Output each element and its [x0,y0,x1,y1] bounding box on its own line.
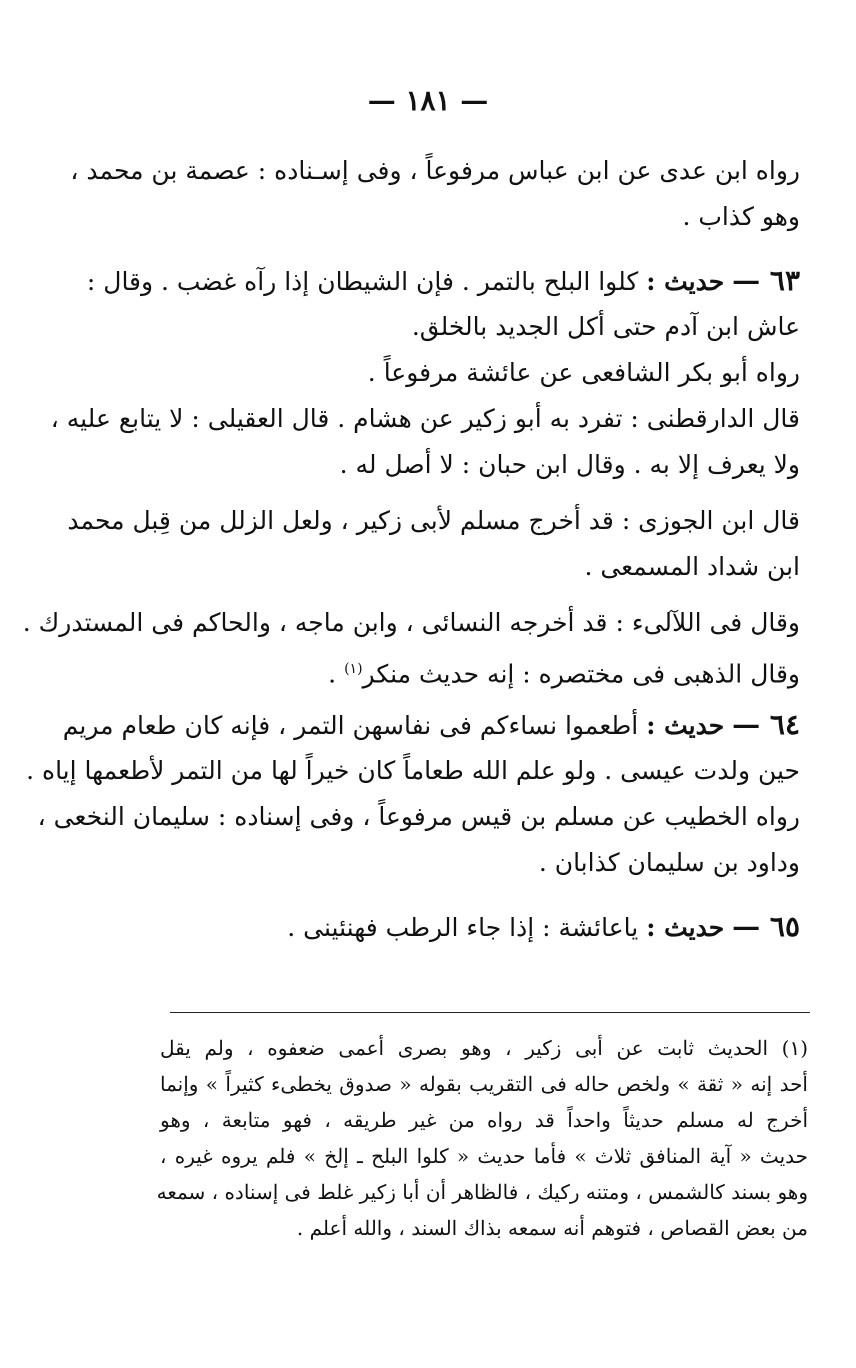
text-line: وقال فى اللآلىء : قد أخرجه النسائى ، وابن ماجه ، والحاكم فى المستدرك . [22,608,800,637]
hadith-63-heading [86,258,800,304]
footnote-line: (١) الحديث ثابت عن أبى زكير ، وهو بصرى أعمى ضعفوه ، ولم يقل [160,1036,808,1060]
text-line: رواه الخطيب عن مسلم بن قيس مرفوعاً ، وفى إسناده : سليمان النخعى ، [37,802,800,831]
footnote-line: من بعض القصاص ، فتوهم أنه سمعه بذاك السند ، والله أعلم . [296,1216,808,1240]
text-line: حين ولدت عيسى . ولو علم الله طعاماً كان خيراً لها من التمر لأطعمها إياه . [26,756,800,785]
hadith-keyword: حديث : [646,267,725,296]
text-line: عاش ابن آدم حتى أكل الجديد بالخلق. [411,312,800,341]
footnote-reference: (١) [344,661,363,677]
footnote-line: وهو بسند كالشمس ، ومتنه ركيك ، فالظاهر أن أبا زكير غلط فى إسناده ، سمعه [156,1180,808,1204]
text-line: ابن شداد المسمعى . [584,552,800,581]
hadith-text: أطعموا نساءكم فى نفاسهن التمر ، فإنه كان طعام مريم [62,711,639,740]
text-line: رواه أبو بكر الشافعى عن عائشة مرفوعاً . [367,358,800,387]
text-line: ولا يعرف إلا به . وقال ابن حبان : لا أصل له . [339,450,800,479]
text-line: قال الدارقطنى : تفرد به أبو زكير عن هشام . قال العقيلى : لا يتابع عليه ، [50,404,800,433]
text-line: وهو كذاب . [682,202,800,231]
hadith-number: ٦٤ — [732,708,800,741]
footnote-line: حديث « آية المنافق ثلاث » فأما حديث « كلوا البلح ـ إلخ » فلم يروه غيره ، [160,1144,808,1168]
main-text [22,148,800,950]
hadith-number: ٦٣ — [732,264,800,297]
hadith-text: كلوا البلح بالتمر . فإن الشيطان إذا رآه غضب . وقال : [86,267,639,296]
text-line: وداود بن سليمان كذابان . [538,848,800,877]
text-segment: . [328,659,345,689]
footnote [156,1030,808,1246]
footnote-separator [170,1012,810,1013]
hadith-65-heading [150,904,800,950]
hadith-keyword: حديث : [646,913,725,942]
text-line: قال ابن الجوزى : قد أخرج مسلم لأبى زكير ، ولعل الزلل من قِبل محمد [67,506,800,535]
hadith-text: ياعائشة : إذا جاء الرطب فهنئينى . [287,913,639,942]
hadith-number: ٦٥ — [732,910,800,943]
hadith-64-heading [62,702,800,748]
footnote-line: أحد إنه « ثقة » ولخص حاله فى التقريب بقوله « صدوق يخطىء كثيراً » وإنما [160,1072,808,1096]
text-line [150,646,800,692]
text-segment: وقال الذهبى فى مختصره : إنه حديث منكر [362,659,800,689]
footnote-line: أخرج له مسلم حديثاً واحداً قد رواه من غير طريقه ، فهو متابعة ، وهو [160,1108,808,1132]
page-number: — ١٨١ — [367,84,489,117]
hadith-keyword: حديث : [646,711,725,740]
text-line: رواه ابن عدى عن ابن عباس مرفوعاً ، وفى إسـناده : عصمة بن محمد ، [70,156,800,185]
